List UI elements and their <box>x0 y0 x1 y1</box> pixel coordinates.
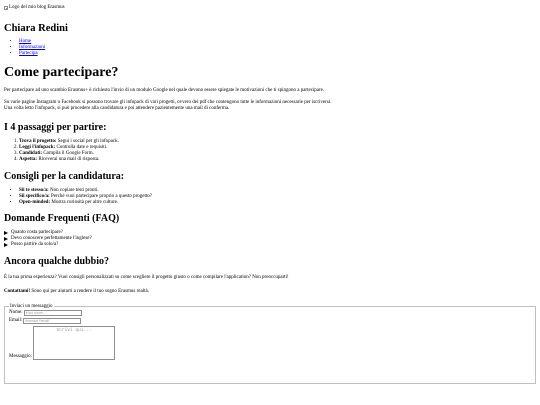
tip-label: Sii te stesso/a: <box>19 188 49 193</box>
intro-line-1: Su varie pagine Instagram o Facebook si possono trovare gli infopack di vari progetti, ovvero dei pdf che contengono tutte le informazioni necessarie per iscriversi. <box>4 100 332 105</box>
page-title: Come partecipare? <box>4 65 119 80</box>
step-label: Candidati: <box>19 151 43 156</box>
help-heading: Ancora qualche dubbio? <box>4 256 110 267</box>
disclosure-triangle-icon <box>4 237 8 241</box>
step-label: Leggi l'infopack: <box>19 145 56 150</box>
intro-line-2: Una volta letto l'infopack, si può procedere alla candidatura e poi attendere pazientemente una mail di conferma. <box>4 106 230 111</box>
faq-question: Quanto costa partecipare? <box>11 230 63 235</box>
contact-text: Sono qui per aiutarti a rendere il tuo sogno Erasmus realtà. <box>30 289 149 294</box>
help-paragraph: È la tua prima esperienza? Vuoi consigli personalizzati su come scegliere il progetto giusto o come compilare l'application? Non preoccuparti! <box>4 275 289 280</box>
faq-item[interactable] <box>4 242 540 248</box>
main-nav <box>4 39 540 57</box>
nav-link-partecipa[interactable]: Partecipa <box>19 51 38 56</box>
email-label: Email: <box>9 318 23 323</box>
name-input[interactable] <box>24 310 82 316</box>
step-text: Compila il Google Form. <box>42 151 94 156</box>
steps-list <box>4 139 540 163</box>
contact-bold: Contattami! <box>4 289 31 294</box>
disclosure-triangle-icon <box>4 231 8 235</box>
nav-item-partecipa <box>19 51 540 57</box>
step-text: Segui i social per gli infopack. <box>56 139 119 144</box>
disclosure-triangle-icon <box>4 243 8 247</box>
tip-item <box>19 200 540 206</box>
steps-heading: I 4 passaggi per partire: <box>4 122 107 133</box>
name-row <box>9 309 535 317</box>
tips-heading: Consigli per la candidatura: <box>4 171 125 182</box>
nav-link-informazioni[interactable]: Informazioni <box>19 45 46 50</box>
nav-link-home[interactable]: Home <box>19 39 32 44</box>
intro-paragraph-1: Per partecipare ad uno scambio Erasmus+ è richiesto l'invio di un modulo Google nel quale devono essere spiegate le motivazioni che ti spingono a partecipare. <box>4 88 325 93</box>
faq-list <box>4 230 540 248</box>
message-label: Messaggio: <box>9 354 33 359</box>
contact-paragraph <box>4 289 540 295</box>
faq-heading: Domande Frequenti (FAQ) <box>4 213 120 224</box>
email-input[interactable] <box>23 318 81 324</box>
site-logo <box>4 4 540 11</box>
logo-alt-text: Logo del mio blog Erasmus <box>9 4 65 10</box>
tip-text: Perché vuoi partecipare proprio a questo progetto? <box>49 194 153 199</box>
message-row <box>9 326 535 360</box>
tip-label: Sii specifico/a: <box>19 194 50 199</box>
message-textarea[interactable] <box>33 326 115 360</box>
step-label: Aspetta: <box>19 157 38 162</box>
name-label: Nome: <box>9 310 23 315</box>
step-text: Controlla date e requisiti. <box>55 145 108 150</box>
tip-text: Mostra curiosità per altre culture. <box>50 200 119 205</box>
email-row <box>9 317 535 325</box>
tip-text: Non copiare testi pronti. <box>48 188 99 193</box>
intro-paragraph-2 <box>4 100 540 112</box>
site-title: Chiara Redini <box>4 23 68 34</box>
step-label: Trova il progetto: <box>19 139 57 144</box>
tips-list <box>4 188 540 206</box>
step-text: Riceverai una mail di risposta. <box>37 157 100 162</box>
contact-form <box>4 304 536 384</box>
form-legend: Inviaci un messaggio <box>10 304 53 309</box>
tip-label: Open-minded: <box>19 200 51 205</box>
faq-question: Devo conoscere perfettamente l'inglese? <box>11 236 92 241</box>
step-item <box>19 157 540 163</box>
faq-question: Posso partire da solo/a? <box>11 242 59 247</box>
broken-image-icon <box>4 6 8 10</box>
